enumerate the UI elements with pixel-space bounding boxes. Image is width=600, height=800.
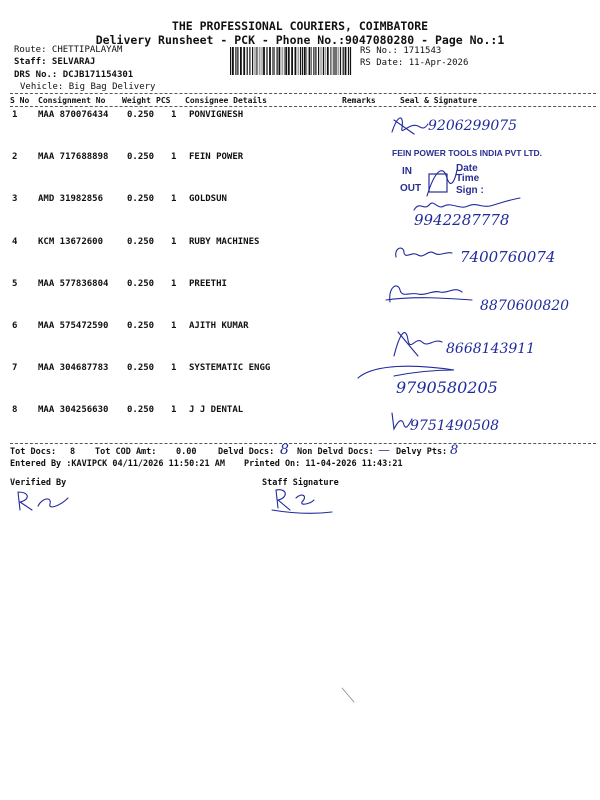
row-weight: 0.250 [127,321,155,331]
row-pcs: 1 [171,110,177,120]
barcode-bar [255,47,256,75]
row-weight: 0.250 [127,363,155,374]
stray-mark [340,686,356,706]
barcode-bar [300,47,301,75]
barcode-bar [243,47,245,75]
barcode-bar [258,47,259,75]
barcode [230,47,354,75]
company-stamp: FEIN POWER TOOLS INDIA PVT LTD. [392,148,543,158]
row-sno: 3 [12,194,18,205]
delvd-docs: 8 [280,442,289,458]
signature-row-5 [384,280,474,306]
barcode-bar [252,47,253,75]
row-sno: 6 [12,321,18,331]
barcode-bar [323,47,324,75]
route: Route: CHETTIPALAYAM [14,45,123,55]
row-consignee: FEIN POWER [189,152,244,163]
barcode-bar [336,47,337,75]
rs-date: RS Date: 11-Apr-2026 [360,58,469,68]
stamp-signature [425,160,459,200]
row-consignment-no: MAA 717688898 [38,152,109,163]
verified-by-label: Verified By [10,478,67,488]
row-weight: 0.250 [127,194,155,205]
barcode-bar [263,47,265,75]
barcode-bar [269,47,271,75]
barcode-bar [284,47,285,75]
barcode-bar [313,47,314,75]
barcode-bar [240,47,242,75]
row-consignee: J J DENTAL [189,405,244,416]
row-pcs: 1 [171,405,177,416]
barcode-bar [277,47,278,75]
row-sno: 2 [12,152,18,163]
non-delvd-docs: — [378,443,390,457]
non-delvd-label: Non Delvd Docs: [297,447,374,457]
row-pcs: 1 [171,278,177,289]
barcode-bar [343,47,344,75]
barcode-bar [348,47,349,75]
barcode-bar [307,47,308,75]
barcode-bar [235,47,236,75]
col-seal: Seal & Signature [400,96,478,105]
barcode-bar [262,47,263,75]
phone-row-4: 7400760074 [460,248,556,266]
col-weight: Weight [122,96,151,105]
barcode-bar [249,47,250,75]
row-sno: 1 [12,110,18,120]
phone-row-2: 9942287778 [414,211,510,229]
barcode-bar [291,47,293,75]
row-consignee: PONVIGNESH [189,110,244,120]
barcode-bar [332,47,333,75]
barcode-bar [288,47,290,75]
col-consignment: Consignment No [38,96,106,105]
barcode-bar [247,47,248,75]
barcode-bar [315,47,316,75]
row-consignment-no: AMD 31982856 [38,194,104,205]
barcode-bar [309,47,311,75]
barcode-bar [338,47,339,75]
phone-row-6: 8668143911 [446,341,536,357]
signature-row-1 [388,112,428,138]
row-weight: 0.250 [127,110,155,120]
stamp-out: OUT [400,183,422,194]
staff: Staff: SELVARAJ [14,57,96,67]
row-pcs: 1 [171,321,177,331]
col-pcs: PCS [156,96,171,105]
row-consignment-no: MAA 575472590 [38,321,109,331]
delvy-pts: 8 [450,443,459,458]
barcode-bar [295,47,297,75]
row-pcs: 1 [171,236,177,247]
phone-row-8: 9751490508 [410,418,500,434]
row-consignment-no: KCM 13672600 [38,236,104,247]
stamp-in: IN [402,166,412,177]
tot-cod: 0.00 [176,447,197,457]
row-consignment-no: MAA 870076434 [38,110,109,120]
barcode-bar [232,47,234,75]
barcode-bar [279,47,281,75]
barcode-bar [285,47,287,75]
barcode-bar [325,47,326,75]
row-consignee: RUBY MACHINES [189,236,260,247]
barcode-bar [333,47,334,75]
barcode-bar [302,47,303,75]
row-pcs: 1 [171,152,177,163]
col-consignee: Consignee Details [185,96,267,105]
barcode-bar [237,47,238,75]
phone-row-7: 9790580205 [396,378,498,397]
verified-by-signature [12,488,72,512]
drs-number: DRS No.: DCJB171154301 [14,70,134,80]
row-weight: 0.250 [127,152,155,163]
col-remarks: Remarks [342,96,376,105]
barcode-bar [311,47,312,75]
row-pcs: 1 [171,363,177,374]
barcode-bar [266,47,267,75]
row-consignee: PREETHI [189,278,227,289]
row-sno: 4 [12,236,18,247]
row-consignee: GOLDSUN [189,194,227,205]
stamp-sign: Sign : [456,185,484,196]
barcode-bar [272,47,273,75]
table-row [0,152,600,194]
barcode-bar [298,47,299,75]
entered-by: Entered By :KAVIPCK 04/11/2026 11:50:21 AM [10,459,225,469]
phone-row-1: 9206299075 [428,118,518,134]
barcode-bar [318,47,319,75]
rs-number: RS No.: 1711543 [360,46,442,56]
row-consignee: SYSTEMATIC ENGG [189,363,271,374]
table-row [0,363,600,405]
row-sno: 5 [12,278,18,289]
delvd-docs-label: Delvd Docs: [218,447,275,457]
row-sno: 7 [12,363,18,374]
barcode-bar [334,47,335,75]
barcode-bar [350,47,351,75]
row-consignment-no: MAA 577836804 [38,278,109,289]
barcode-bar [282,47,283,75]
barcode-bar [230,47,231,75]
runsheet-subtitle: Delivery Runsheet - PCK - Phone No.:9047080280 - Page No.:1 [95,33,505,47]
row-consignee: AJITH KUMAR [189,321,249,331]
signature-row-4 [392,243,454,263]
stamp-date: Date [456,163,478,174]
phone-row-5: 8870600820 [480,298,570,314]
stamp-time: Time [456,173,480,184]
row-consignment-no: MAA 304687783 [38,363,109,374]
barcode-bar [340,47,341,75]
document-title: THE PROFESSIONAL COURIERS, COIMBATORE [171,19,429,33]
barcode-bar [304,47,306,75]
delvy-pts-label: Delvy Pts: [396,447,448,457]
barcode-bar [256,47,257,75]
barcode-bar [345,47,347,75]
barcode-bar [327,47,329,75]
row-weight: 0.250 [127,236,155,247]
barcode-bar [274,47,275,75]
row-pcs: 1 [171,194,177,205]
row-weight: 0.250 [127,278,155,289]
barcode-bar [260,47,261,75]
tot-docs-label: Tot Docs: [10,447,57,457]
signature-row-6 [388,322,448,360]
barcode-bar [321,47,322,75]
row-consignment-no: MAA 304256630 [38,405,109,416]
barcode-bar [330,47,331,75]
printed-on: Printed On: 11-04-2026 11:43:21 [244,459,403,469]
row-weight: 0.250 [127,405,155,416]
staff-signature [266,484,336,514]
tot-cod-label: Tot COD Amt: [95,447,157,457]
row-sno: 8 [12,405,18,416]
table-row [0,405,600,447]
staff-signature-label: Staff Signature [262,478,339,488]
col-sno: S No [10,96,30,105]
vehicle: Vehicle: Big Bag Delivery [20,82,156,92]
tot-docs: 8 [70,447,76,457]
